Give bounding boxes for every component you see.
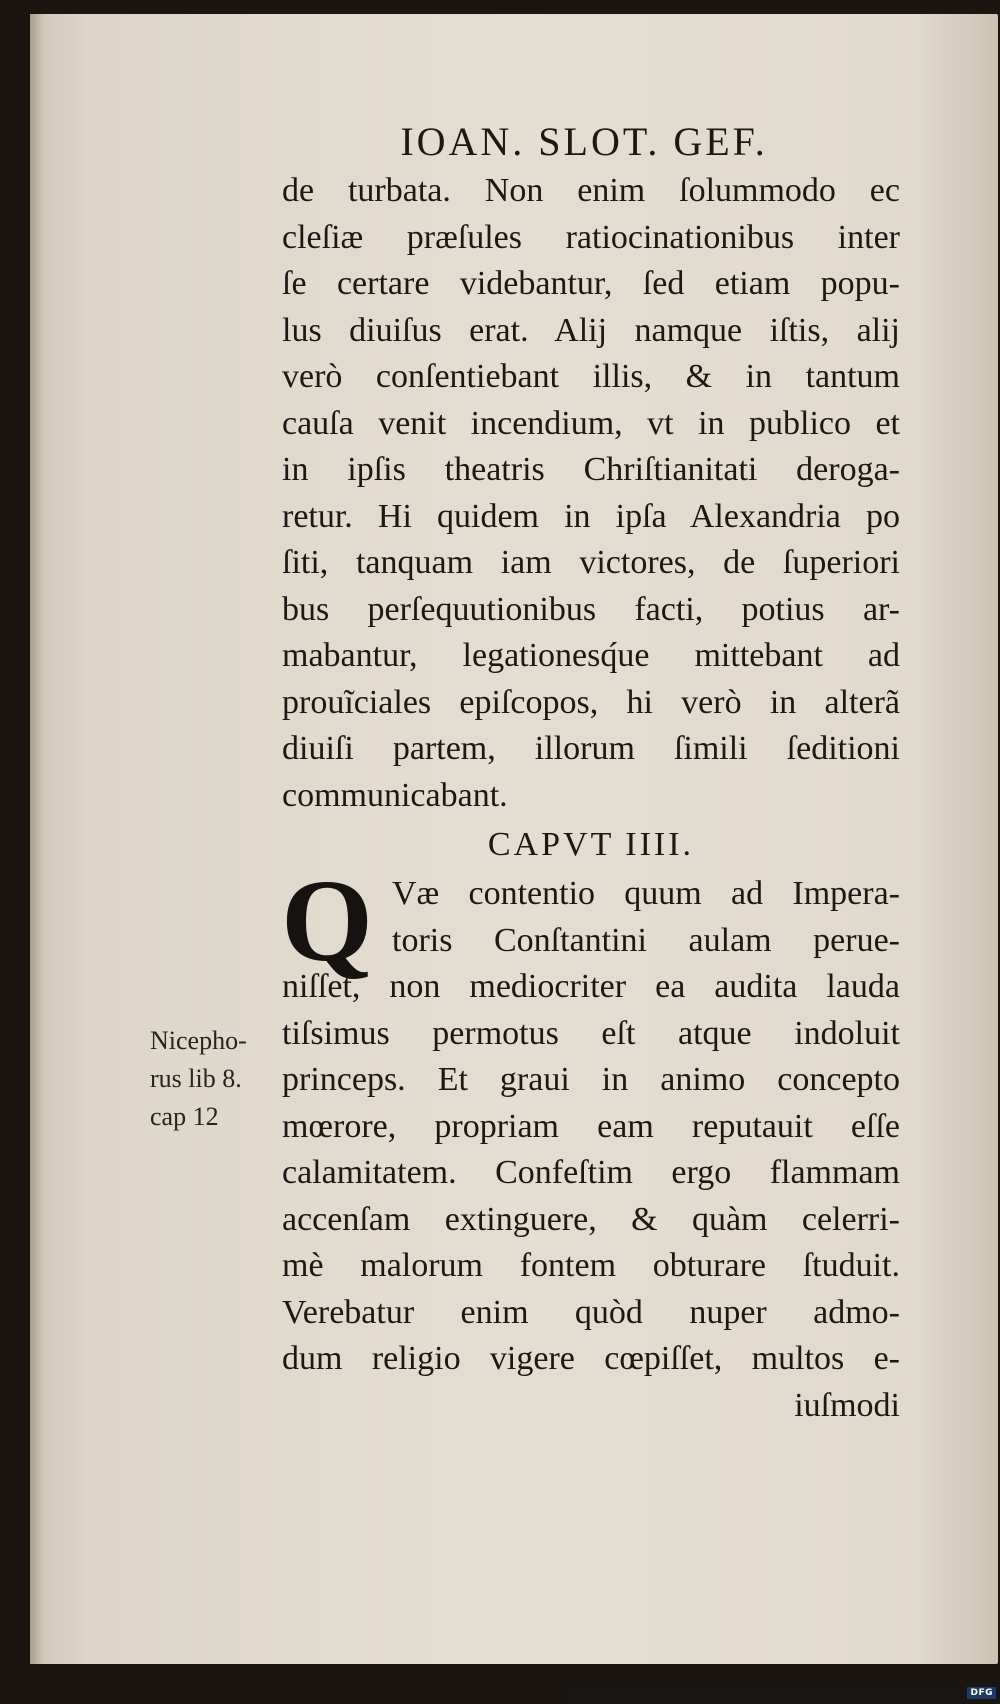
text-line: accenſam extinguere, & quàm celerri-	[282, 1200, 900, 1238]
text-line: bus perſequutionibus facti, potius ar-	[282, 590, 900, 628]
text-line: ſiti, tanquam iam victores, de ſuperiori	[282, 544, 900, 581]
text-line: princeps. Et graui in animo concepto	[282, 1061, 900, 1098]
dfg-logo-icon: DFG	[967, 1687, 996, 1699]
text-line: de turbata. Non enim ſolummodo ec	[282, 172, 900, 209]
chapter-opening	[281, 855, 900, 1383]
text-line: tiſsimus permotus eſt atque indoluit	[282, 1014, 900, 1052]
text-line: diuiſi partem, illorum ſimili ſeditioni	[282, 730, 900, 767]
text-line: lus diuiſus erat. Alij namque iſtis, alij	[282, 311, 900, 349]
text-line: ſe certare videbantur, ſed etiam popu-	[282, 265, 900, 302]
text-line: calamitatem. Confeſtim ergo flammam	[282, 1154, 900, 1191]
text-line: niſſet, non mediocriter ea audita lauda	[282, 968, 900, 1005]
text-line: cauſa venit incendium, vt in publico et	[282, 404, 900, 442]
running-head: IOAN. SLOT. GEF.	[400, 119, 768, 164]
text-line: toris Conſtantini aulam perue-	[392, 921, 900, 959]
marginal-note-line: rus lib 8.	[150, 1064, 242, 1093]
text-line: Verebatur enim quòd nuper admo-	[282, 1293, 900, 1331]
chapter-heading: CAPVT IIII.	[487, 826, 695, 863]
marginal-note-line: Nicepho-	[150, 1026, 247, 1055]
text-line: mabantur, legationesq́ue mittebant ad	[282, 637, 900, 674]
text-line: mè malorum fontem obturare ſtuduit.	[282, 1247, 900, 1284]
text-line: in ipſis theatris Chriſtianitati deroga-	[282, 451, 900, 488]
footer-credit-text: Digitalisierung gefördert durch die Deutsche Forschungsgemeinschaft -	[568, 1686, 962, 1700]
text-line: retur. Hi quidem in ipſa Alexandria po	[282, 497, 900, 535]
drop-cap-initial: Q	[281, 855, 373, 986]
digitization-footer	[568, 1684, 996, 1702]
marginal-note	[150, 1022, 270, 1136]
text-line: communicabant.	[282, 776, 508, 814]
text-line: mœrore, propriam eam reputauit eſſe	[282, 1107, 900, 1145]
text-line: dum religio vigere cœpiſſet, multos e-	[282, 1340, 900, 1377]
text-line: prouĩciales epiſcopos, hi verò in alterã	[282, 683, 900, 721]
page-edge-shadow	[30, 14, 44, 1664]
main-text-block	[282, 168, 900, 1429]
text-line: cleſiæ præſules ratiocinationibus inter	[282, 218, 900, 256]
marginal-note-line: cap 12	[150, 1102, 219, 1131]
text-line: Væ contentio quum ad Impera-	[392, 875, 900, 912]
text-line: verò conſentiebant illis, & in tantum	[282, 358, 900, 395]
catchword: iuſmodi	[794, 1386, 900, 1424]
